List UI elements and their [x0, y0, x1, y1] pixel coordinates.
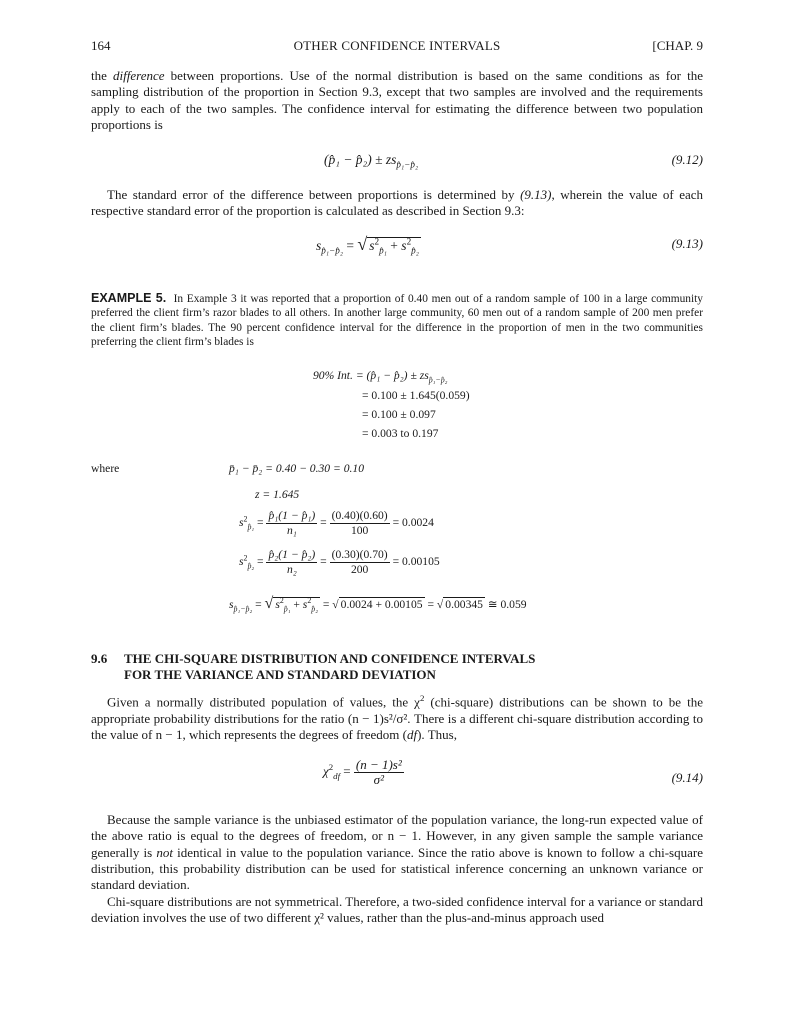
equation-9-14: $\chi^2_{df}$ = $\frac{\text{(n − 1)s²}}{\text{σ²}}$ (9.14): [323, 757, 703, 787]
section-heading-9-6: [91, 651, 703, 685]
s1-variance-equation: $s^2_{p̂_1}$ = $\frac{\text{p̂₁(1 − p̂₁)}}{\text{n₁}}$ = $\frac{(0.40)(0.60)}{100}$ = 0.0024: [239, 509, 434, 537]
equation-9-12: (p̂₁ − p̂₂) ± $zs_{p̂_1-p̂_2}$ (9.12): [324, 152, 703, 170]
section-number: 9.6: [91, 651, 108, 666]
equation-reference: (9.13): [520, 187, 552, 202]
s2-variance-equation: $s^2_{p̂_2}$ = $\frac{\text{p̂₂(1 − p̂₂)}}{\text{n₂}}$ = $\frac{(0.30)(0.70)}{200}$ = 0.00105: [239, 548, 440, 576]
standard-error-result: $s_{p̂_1-p̂_2}$ = √ $s^2_{p̂_1} + s^2_{p̂_2}$ = √ 0.0024 + 0.00105 = √ 0.00345 ≅ 0.059: [229, 595, 527, 614]
chapter-label: [CHAP. 9: [652, 38, 703, 53]
section-title-line-1: THE CHI-SQUARE DISTRIBUTION AND CONFIDENCE INTERVALS: [124, 651, 536, 666]
equation-tag: (9.12): [671, 152, 703, 167]
page-number: 164: [91, 38, 111, 53]
emphasis-not: not: [156, 844, 173, 860]
chi-square-paragraph-2: Because the sample variance is the unbiased estimator of the population variance, the long-run expected value of the above ratio is equal to the degrees of freedom, or n − 1. However, in any given sample the sample variance generally is not identical in value to the population variance. Since the ratio above is known to follow a chi-square distribution, this probability distribution can be used for statistical inference concerning an unknown variance or standard deviation.: [91, 812, 703, 893]
textbook-page: 164 OTHER CONFIDENCE INTERVALS [CHAP. 9 the difference between proportions. Use of the normal distribution is based on the same conditions as for the sampling distribution of the proportion in Section 9.3, except that two samples are involved and the requirements apply to each of the two samples. The confidence interval for estimating the difference between two population proportions is (p̂₁ − p̂₂) ± $zs_{p̂_1-p̂_2}$ (9.12) The standard error of the difference between proportions is determined by (9.13), wherein the value of each respective standard error of the proportion is calculated as described in Section 9.3: $s_{p̂_1-p̂_2}$ = √ $s^2_{p̂_1} + s^2_{p̂_2}$ (9.13) EXAMPLE 5. In Example 3 it was reported that a proportion of 0.40 men out of a random sample of 100 in a large community preferred the client firm’s razor blades to all others. In another large community, 60 men out of a random sample of 200 men prefer the client firm’s blades. The 90 percent confidence interval for the difference in the proportion of men in the two communities preferring the client firm’s blades is 90% Int. = (p̂₁ − p̂₂) ± $zs_{p̂_1-p̂_2}$ = 0.100 ± 1.645(0.059) = 0.100 ± 0.097 = 0.003 to 0.197 where p̄₁ − p̄₂ = 0.40 − 0.30 = 0.10 z = 1.645 $s^2_{p̂_1}$ = $\frac{\text{p̂₁(1 − p̂₁)}}{\text{n₁}}$ = $\frac{(0.40)(0.60)}{100}$ = 0.0024 $s^2_{p̂_2}$ = $\frac{\text{p̂₂(1 − p̂₂)}}{\text{n₂}}$ = $\frac{(0.30)(0.70)}{200}$ = 0.00105 $s_{p̂_1-p̂_2}$ = √ $s^2_{p̂_1} + s^2_{p̂_2}$ = √ 0.0024 + 0.00105 = √ 0.00345 ≅ 0.059 9.6 THE CHI-SQUARE DISTRIBUTION AND CONFIDENCE INTERVALS FOR THE VARIANCE AND STANDARD DEVIATION Given a normally distributed population of values, the $\chi^2$ (chi-square) distributions can be shown to be the appropriate probability distributions for the ratio (n − 1)s²/σ². There is a different chi-square distribution according to the value of n − 1, which represents the degrees of freedom (df). Thus, $\chi^2_{df}$ = $\frac{\text{(n − 1)s²}}{\text{σ²}}$ (9.14) Because the sample variance is the unbiased estimator of the population variance, the long-run expected value of the above ratio is equal to the degrees of freedom, or n − 1. However, in any given sample the sample variance generally is not identical in value to the population variance. Since the ratio above is known to follow a chi-square distribution, this probability distribution can be used for statistical inference concerning an unknown variance or standard deviation. Chi-square distributions are not symmetrical. Therefore, a two-sided confidence interval for a variance or standard deviation involves the use of two different χ² values, rather than the plus-and-minus approach used: [91, 38, 704, 926]
running-title: OTHER CONFIDENCE INTERVALS: [293, 38, 501, 53]
chi-square-paragraph-3: Chi-square distributions are not symmetrical. Therefore, a two-sided confidence interval for a variance or standard deviation involves the use of two different χ² values, rather than the plus-and-minus approach used: [91, 894, 703, 926]
equation-tag: (9.14): [671, 770, 703, 785]
section-title-line-2: FOR THE VARIANCE AND STANDARD DEVIATION: [124, 667, 436, 682]
where-label: where: [91, 462, 120, 475]
standard-error-paragraph: The standard error of the difference between proportions is determined by (9.13), wherein the value of each respective standard error of the proportion is calculated as described in Section 9.3:: [91, 187, 704, 219]
radical-sign: √: [357, 234, 368, 254]
example-label: EXAMPLE 5.: [91, 291, 167, 305]
equation-tag: (9.13): [671, 236, 703, 251]
emphasis-difference: difference: [113, 68, 165, 83]
equation-9-13: $s_{p̂_1-p̂_2}$ = √ $s^2_{p̂_1} + s^2_{p̂_2}$ (9.13): [316, 234, 703, 256]
chi-square-paragraph-1: Given a normally distributed population of values, the $\chi^2$ (chi-square) distributions can be shown to be the appropriate probability distributions for the ratio (n − 1)s²/σ². There is a different chi-square distribution according to the value of n − 1, which represents the degrees of freedom (df). Thus,: [91, 693, 703, 742]
page-header: [91, 38, 703, 54]
example-5-text: EXAMPLE 5. In Example 3 it was reported that a proportion of 0.40 men out of a random sample of 100 in a large community preferred the client firm’s razor blades to all others. In another large community, 60 men out of a random sample of 200 men prefer the client firm’s blades. The 90 percent confidence interval for the difference in the proportion of men in the two communities preferring the client firm’s blades is: [91, 291, 703, 349]
intro-paragraph: the difference between proportions. Use of the normal distribution is based on the same conditions as for the sampling distribution of the proportion in Section 9.3, except that two samples are involved and the requirements apply to each of the two samples. The confidence interval for estimating the difference between two population proportions is: [91, 68, 703, 132]
